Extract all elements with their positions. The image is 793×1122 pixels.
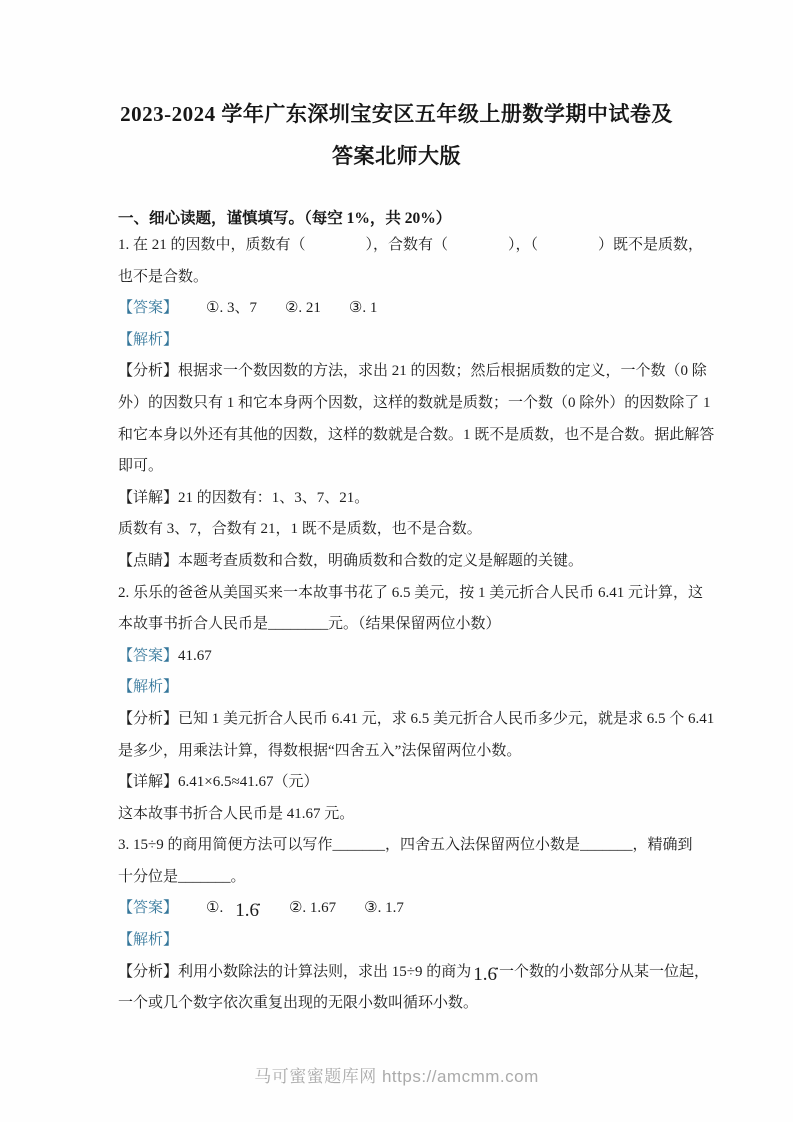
text-segment: 十分位是_______。	[118, 868, 246, 885]
text-segment: 【详解】6.41×6.5≈41.67（元）	[118, 774, 319, 791]
text-segment: 【分析】利用小数除法的计算法则，求出 15÷9 的商为	[118, 963, 472, 980]
text-segment: 也不是合数。	[118, 268, 209, 285]
page-footer-watermark: 马可蜜蜜题库网 https://amcmm.com	[254, 1067, 539, 1086]
analysis-q3-line-2	[118, 988, 703, 1020]
text-segment: 1. 在 21 的因数中，质数有（ ），合数有（ ），（ ）既不是质数，	[118, 237, 704, 253]
answer-line-q2	[118, 641, 703, 673]
title-line-1: 2023-2024 学年广东深圳宝安区五年级上册数学期中试卷及	[120, 102, 673, 126]
question-2-line-1	[118, 578, 703, 610]
analysis-q2-line-1	[118, 704, 715, 736]
detail-q1-line-2	[118, 514, 703, 546]
text-segment: 【分析】已知 1 美元折合人民币 6.41 元，求 6.5 美元折合人民币多少元，就是求 6.5 个 6.41	[118, 710, 715, 727]
detail-q1-line-1	[118, 483, 703, 515]
text-segment: 是多少，用乘法计算，得数根据“四舍五入”法保留两位小数。	[118, 742, 522, 759]
document-title	[0, 0, 793, 177]
text-segment: 质数有 3、7，合数有 21，1 既不是质数，也不是合数。	[118, 521, 482, 538]
answer-line-q3	[118, 893, 703, 925]
text-segment: 3. 15÷9 的商用简便方法可以写作_______，四舍五入法保留两位小数是_______，精确到	[118, 837, 693, 854]
analysis-q3-line-1	[118, 957, 710, 989]
analysis-q1-line-1	[118, 356, 707, 388]
text-segment: 2. 乐乐的爸爸从美国买来一本故事书花了 6.5 美元，按 1 美元折合人民币 6.41 元计算，这	[118, 584, 704, 601]
text-segment: 【详解】21 的因数有：1、3、7、21。	[118, 489, 370, 506]
bracket-label: 【解析】	[118, 331, 179, 348]
question-3-line-2	[118, 862, 703, 894]
text-segment: ②. 21	[284, 300, 321, 317]
bracket-label: 【解析】	[118, 679, 179, 696]
analysis-q2-line-2	[118, 736, 703, 768]
text-segment: 这本故事书折合人民币是 41.67 元。	[118, 805, 355, 822]
text-segment: ①. 3、7	[206, 300, 257, 317]
note-q1-line	[118, 546, 703, 578]
bracket-label: 【答案】	[118, 900, 179, 917]
text-segment: 即可。	[118, 458, 164, 475]
question-1-line-1	[118, 230, 703, 262]
question-3-line-1	[118, 830, 703, 862]
answer-line-q1	[118, 293, 703, 325]
detail-q2-line-1	[118, 767, 703, 799]
analysis-label-line	[118, 925, 703, 957]
detail-q2-line-2	[118, 799, 703, 831]
bracket-label: 【答案】	[118, 647, 179, 664]
analysis-label-line	[118, 672, 703, 704]
repeating-decimal-formula: 1.6̇	[473, 963, 497, 985]
question-1-line-2	[118, 262, 703, 294]
text-segment: ①.	[206, 900, 224, 917]
text-segment: 41.67	[178, 647, 212, 664]
text-segment: 一个或几个数字依次重复出现的无限小数叫循环小数。	[118, 995, 479, 1012]
text-segment: ③. 1	[348, 300, 378, 317]
text-segment: 外）的因数只有 1 和它本身两个因数，这样的数就是质数；一个数（0 除外）的因数除了 1	[118, 394, 711, 411]
text-segment: 一个数的小数部分从某一位起，	[499, 963, 710, 980]
analysis-q1-line-4	[118, 451, 703, 483]
text-segment: 【分析】根据求一个数因数的方法，求出 21 的因数；然后根据质数的定义，一个数（0 除	[118, 363, 707, 380]
analysis-q1-line-2	[118, 388, 711, 420]
title-line-2: 答案北师大版	[332, 144, 461, 168]
question-2-line-2	[118, 609, 703, 641]
bracket-label: 【答案】	[118, 300, 179, 317]
bracket-label: 【解析】	[118, 932, 179, 949]
text-segment: 本故事书折合人民币是________元。（结果保留两位小数）	[118, 616, 501, 633]
document-lines	[0, 230, 793, 1020]
analysis-label-line	[118, 325, 703, 357]
text-segment: 和它本身以外还有其他的因数，这样的数就是合数。1 既不是质数，也不是合数。据此解答	[118, 426, 715, 443]
text-segment: 【点睛】本题考查质数和合数，明确质数和合数的定义是解题的关键。	[118, 552, 584, 569]
analysis-q1-line-3	[118, 420, 715, 452]
section-heading: 一、细心读题，谨慎填写。（每空 1%，共 20%）	[118, 210, 452, 227]
text-segment: ③. 1.7	[364, 900, 404, 917]
repeating-decimal-formula: 1.6̇	[235, 900, 259, 922]
text-segment: ②. 1.67	[288, 900, 337, 917]
